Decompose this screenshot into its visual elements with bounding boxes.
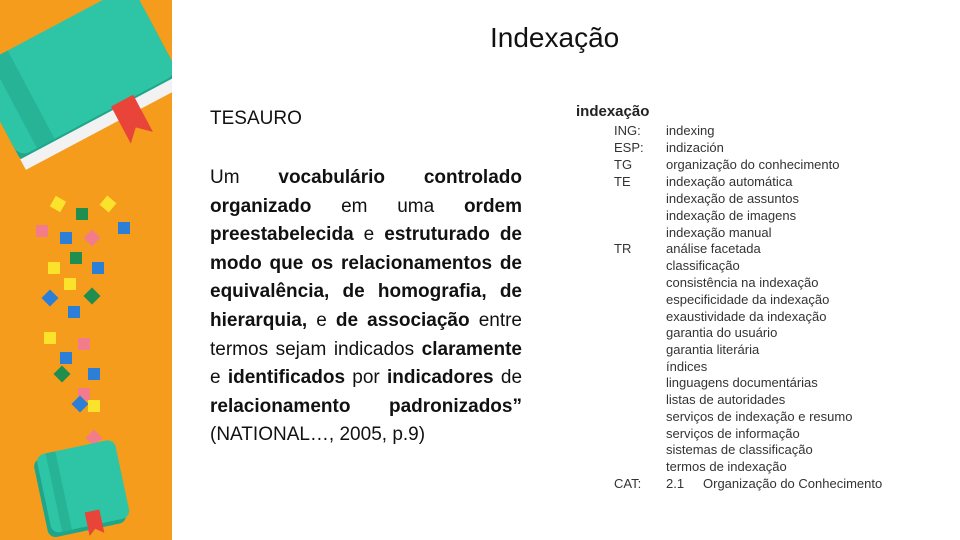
large-book-icon: [0, 0, 172, 193]
tg-key: TG: [614, 157, 633, 172]
tr-term: análise facetada: [666, 241, 761, 256]
definition-paragraph: Um vocabulário controlado organizado em uma ordem preestabelecida e estruturado de modo que os relacionamentos de equivalência, de homografia, de hierarquia, e de associação entre termos sejam indicados claramente e identificados por indicadores de relacionamento padronizados” (NATIONAL…, 2005, p.9): [210, 167, 523, 446]
decorative-sidebar: [0, 0, 172, 540]
section-subtitle: TESAURO: [210, 108, 302, 129]
tr-term: serviços de indexação e resumo: [666, 409, 853, 424]
cat-value: Organização do Conhecimento: [703, 476, 883, 491]
page-title: Indexação: [490, 22, 620, 53]
ing-value: indexing: [666, 123, 715, 138]
te-term: indexação automática: [666, 174, 793, 189]
ing-key: ING:: [614, 123, 641, 138]
tr-term: especificidade da indexação: [666, 292, 830, 307]
tr-term: consistência na indexação: [666, 275, 819, 290]
tr-term: termos de indexação: [666, 459, 787, 474]
te-term: indexação de imagens: [666, 208, 797, 223]
tr-term: linguagens documentárias: [666, 375, 818, 390]
cat-number: 2.1: [666, 476, 685, 491]
te-term: indexação manual: [666, 225, 772, 240]
confetti-squares: [36, 196, 130, 447]
te-key: TE: [614, 174, 631, 189]
cat-key: CAT:: [614, 476, 642, 491]
tr-term: classificação: [666, 258, 740, 273]
small-book-icon: [32, 439, 133, 540]
tr-key: TR: [614, 241, 632, 256]
tr-term: sistemas de classificação: [666, 442, 813, 457]
tr-term: exaustividade da indexação: [666, 309, 827, 324]
tr-term: índices: [666, 359, 708, 374]
te-term: indexação de assuntos: [666, 191, 799, 206]
tr-term: listas de autoridades: [666, 392, 786, 407]
esp-value: indización: [666, 140, 724, 155]
tr-term: serviços de informação: [666, 426, 800, 441]
books-illustration: [0, 0, 172, 540]
esp-key: ESP:: [614, 140, 644, 155]
tr-term: garantia literária: [666, 342, 760, 357]
tr-term: garantia do usuário: [666, 325, 778, 340]
tg-value: organização do conhecimento: [666, 157, 840, 172]
thesaurus-heading: indexação: [576, 103, 650, 120]
